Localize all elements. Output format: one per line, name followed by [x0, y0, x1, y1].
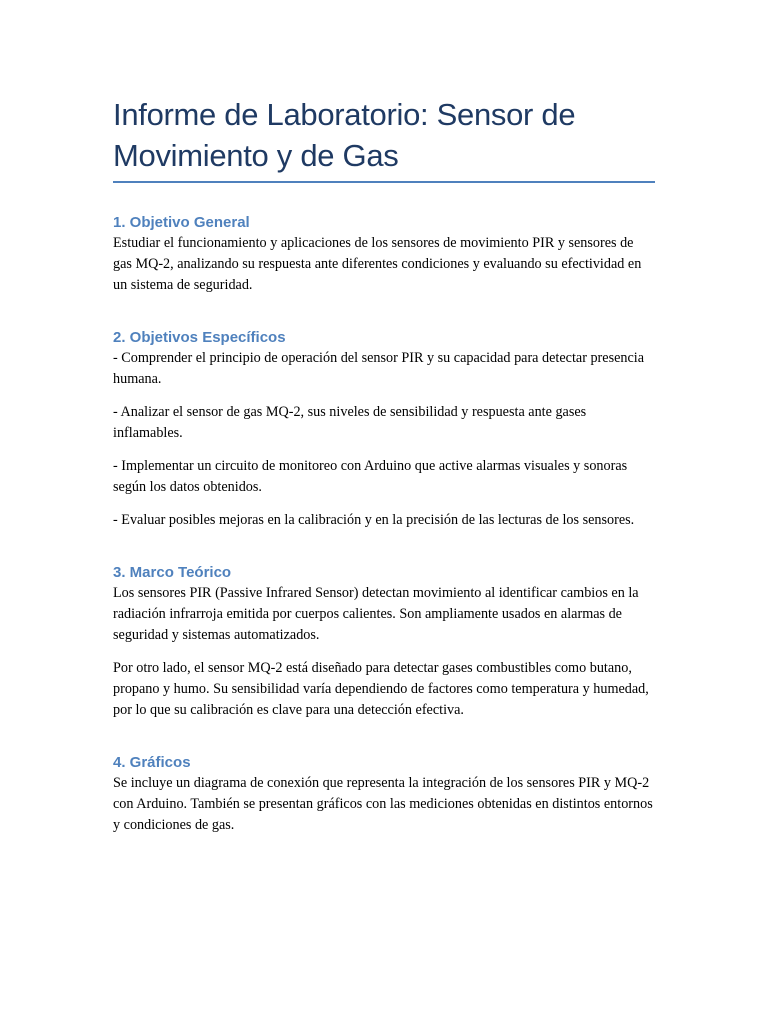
paragraph: Se incluye un diagrama de conexión que representa la integración de los sensores PIR y MQ-2 con Arduino. También se presentan gráficos con las mediciones obtenidas en distintos entornos y condiciones de gas. [113, 775, 653, 833]
section-heading: 3. Marco Teórico [113, 564, 232, 581]
section-heading: 4. Gráficos [113, 754, 191, 771]
title-underline-rule [113, 181, 655, 183]
list-item-paragraph: - Comprender el principio de operación del sensor PIR y su capacidad para detectar presencia humana. [113, 350, 645, 387]
list-item-paragraph: - Analizar el sensor de gas MQ-2, sus niveles de sensibilidad y respuesta ante gases inflamables. [113, 404, 587, 441]
list-item-paragraph: - Evaluar posibles mejoras en la calibración y en la precisión de las lecturas de los sensores. [113, 512, 635, 528]
section-graficos [113, 753, 655, 836]
section-objetivo-general [113, 213, 655, 296]
list-item-paragraph: - Implementar un circuito de monitoreo con Arduino que active alarmas visuales y sonoras según los datos obtenidos. [113, 458, 628, 495]
section-heading: 2. Objetivos Específicos [113, 329, 286, 346]
document-page [113, 0, 655, 836]
paragraph: Los sensores PIR (Passive Infrared Sensor) detectan movimiento al identificar cambios en la radiación infrarroja emitida por cuerpos calientes. Son ampliamente usados en alarmas de seguridad y sistemas automatizados. [113, 585, 639, 643]
paragraph: Estudiar el funcionamiento y aplicaciones de los sensores de movimiento PIR y sensores de gas MQ-2, analizando su respuesta ante diferentes condiciones y evaluando su efectividad en un sistema de seguridad. [113, 235, 642, 293]
section-heading: 1. Objetivo General [113, 214, 250, 231]
section-objetivos-especificos [113, 328, 655, 531]
paragraph: Por otro lado, el sensor MQ-2 está diseñado para detectar gases combustibles como butano, propano y humo. Su sensibilidad varía dependiendo de factores como temperatura y humedad, por lo que su calibración es clave para una detección efectiva. [113, 660, 649, 718]
document-title: Informe de Laboratorio: Sensor de Movimiento y de Gas [113, 97, 576, 173]
section-marco-teorico [113, 563, 655, 721]
